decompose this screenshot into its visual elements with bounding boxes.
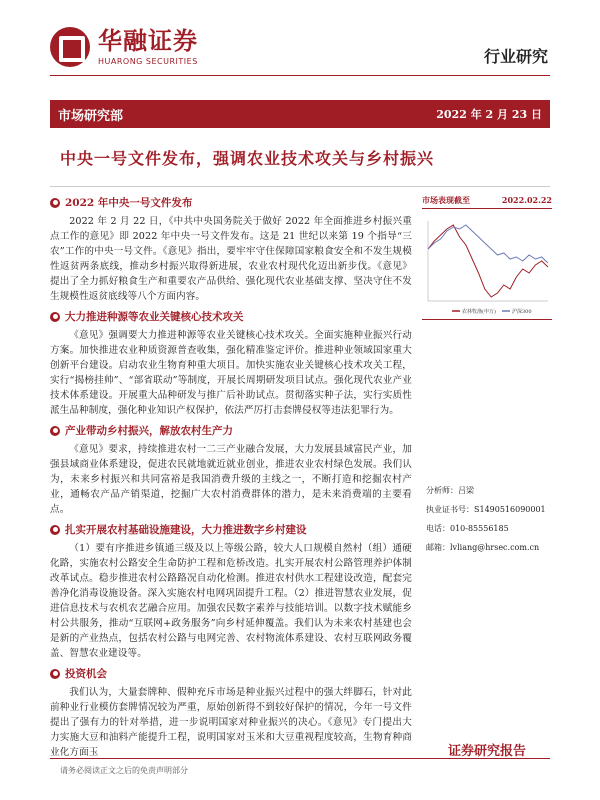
chart-label: 市场表现截至: [422, 195, 470, 205]
chart-header: [422, 195, 552, 209]
analyst-name: 分析师：吕梁: [426, 486, 474, 495]
section-body: 2022 年 2 月 22 日，《中共中央国务院关于做好 2022 年全面推进乡村振兴重点工作的意见》即 2022 年中央一号文件发布。这是 21 世纪以来第 19 个指导“三农”工作的中央一号文件。《意见》指出，要牢牢守住保障国家粮食安全和不发生规模性返贫两条底线，推动乡村振兴取得新进展，农业农村现代化迈出新步伐。《意见》提出了全力抓好粮食生产和重要农产品供给、强化现代农业基础支撑、坚决守住不发生规模性返贫底线等八个方面内容。: [50, 216, 412, 302]
section-body: 《意见》要求，持续推进农村一二三产业融合发展，大力发展县域富民产业，加强县域商业体系建设，促进农民就地就近就业创业，推进农业农村绿色发展。我们认为，未来乡村振兴和共同富裕是我国消费升级的主线之一，不断打造和挖掘农村产业，通畅农产品产销渠道，挖掘广大农村消费群体的潜力，是未来消费端的主要看点。: [50, 444, 412, 515]
chart-date: 2022.02.22: [501, 195, 552, 205]
section-5: [50, 666, 412, 760]
phone-number: 电话：010-85556185: [426, 524, 509, 533]
sidebar: [422, 195, 552, 320]
series-line-2: [428, 225, 548, 263]
market-chart: [422, 213, 552, 317]
header-divider: [50, 75, 550, 76]
email-address[interactable]: 邮箱：lvliang@hrsec.com.cn: [426, 543, 540, 552]
footer-disclaimer: 请务必阅读正文之后的免责声明部分: [60, 766, 188, 775]
section-body: 《意见》强调要大力推进种源等农业关键核心技术攻关。全面实施种业振兴行动方案。加快推进农业种质资源普查收集，强化精准鉴定评价。推进种业领域国家重大创新平台建设。启动农业生物育种重大项目。加快实施农业关键核心技术攻关工程，实行“揭榜挂帅”、“部省联动”等制度，开展长周期研发项目试点。强化现代农业产业技术体系建设。开展重大品种研发与推广后补助试点。贯彻落实种子法，实行实质性派生品种制度，强化种业知识产权保护，依法严厉打击套牌侵权等违法犯罪行为。: [50, 330, 412, 416]
section-heading: 投资机会: [65, 668, 107, 680]
section-2: [50, 309, 412, 418]
section-heading: 2022 年中央一号文件发布: [65, 197, 193, 209]
logo-cn: 华融证券: [98, 27, 198, 55]
legend-label-2: 沪深300: [512, 309, 532, 315]
license-number: 执业证书号：S1490516090001: [426, 505, 546, 514]
section-1: [50, 195, 412, 304]
main-content: [50, 195, 412, 765]
section-heading: 扎实开展农村基础设施建设，大力推进数字乡村建设: [65, 524, 307, 536]
series-line-1: [428, 225, 548, 297]
company-logo: [50, 27, 198, 67]
title-divider: [50, 186, 550, 187]
dept-label: 市场研究部: [58, 108, 124, 124]
bullet-icon: [50, 198, 60, 208]
bullet-icon: [50, 525, 60, 535]
logo-en: HUARONG SECURITIES: [98, 57, 198, 66]
section-body: 我们认为，大量套牌种、假种充斥市场是种业振兴过程中的强大绊脚石，针对此前种业行业模仿套牌情况较为严重，原始创新得不到较好保护的情况，今年一号文件提出了强有力的针对举措，进一步说明国家对种业振兴的决心。《意见》专门提出大力实施大豆和油料产能提升工程，说明国家对玉米和大豆重视程度较高，生物育种商业化方面玉: [50, 687, 412, 758]
bullet-icon: [50, 426, 60, 436]
report-type: 行业研究: [483, 47, 548, 66]
bullet-icon: [50, 312, 60, 322]
chart-svg: [422, 213, 552, 317]
chart-divider: [422, 319, 552, 320]
footer-divider: [50, 758, 550, 759]
section-3: [50, 423, 412, 517]
report-date: 2022 年 2 月 23 日: [436, 108, 542, 121]
logo-icon: [50, 27, 90, 67]
section-heading: 大力推进种源等农业关键核心技术攻关: [65, 311, 244, 323]
analyst-contact: [426, 485, 556, 561]
section-4: [50, 522, 412, 661]
bullet-icon: [50, 669, 60, 679]
document-title: 中央一号文件发布，强调农业技术攻关与乡村振兴: [60, 149, 435, 168]
legend-label-1: 农林牧渔(申万): [462, 309, 496, 315]
section-body: （1）要有序推进乡镇通三级及以上等级公路，较大人口规模自然村（组）通硬化路，实施农村公路安全生命防护工程和危桥改造。扎实开展农村公路管理养护体制改革试点。稳步推进农村公路路况自动化检测。推进农村供水工程建设改造，配套完善净化消毒设施设备。深入实施农村电网巩固提升工程。（2）推进智慧农业发展，促进信息技术与农机农艺融合应用。加强农民数字素养与技能培训。以数字技术赋能乡村公共服务，推动“互联网+政务服务”向乡村延伸覆盖。我们认为未来农村基建也会是新的产业热点，包括农村公路与电网完善、农村物流体系建设、农村互联网政务覆盖、智慧农业建设等。: [50, 543, 412, 659]
section-heading: 产业带动乡村振兴，解放农村生产力: [65, 425, 233, 437]
report-badge: 证券研究报告: [448, 744, 527, 759]
dept-banner: [50, 100, 550, 128]
